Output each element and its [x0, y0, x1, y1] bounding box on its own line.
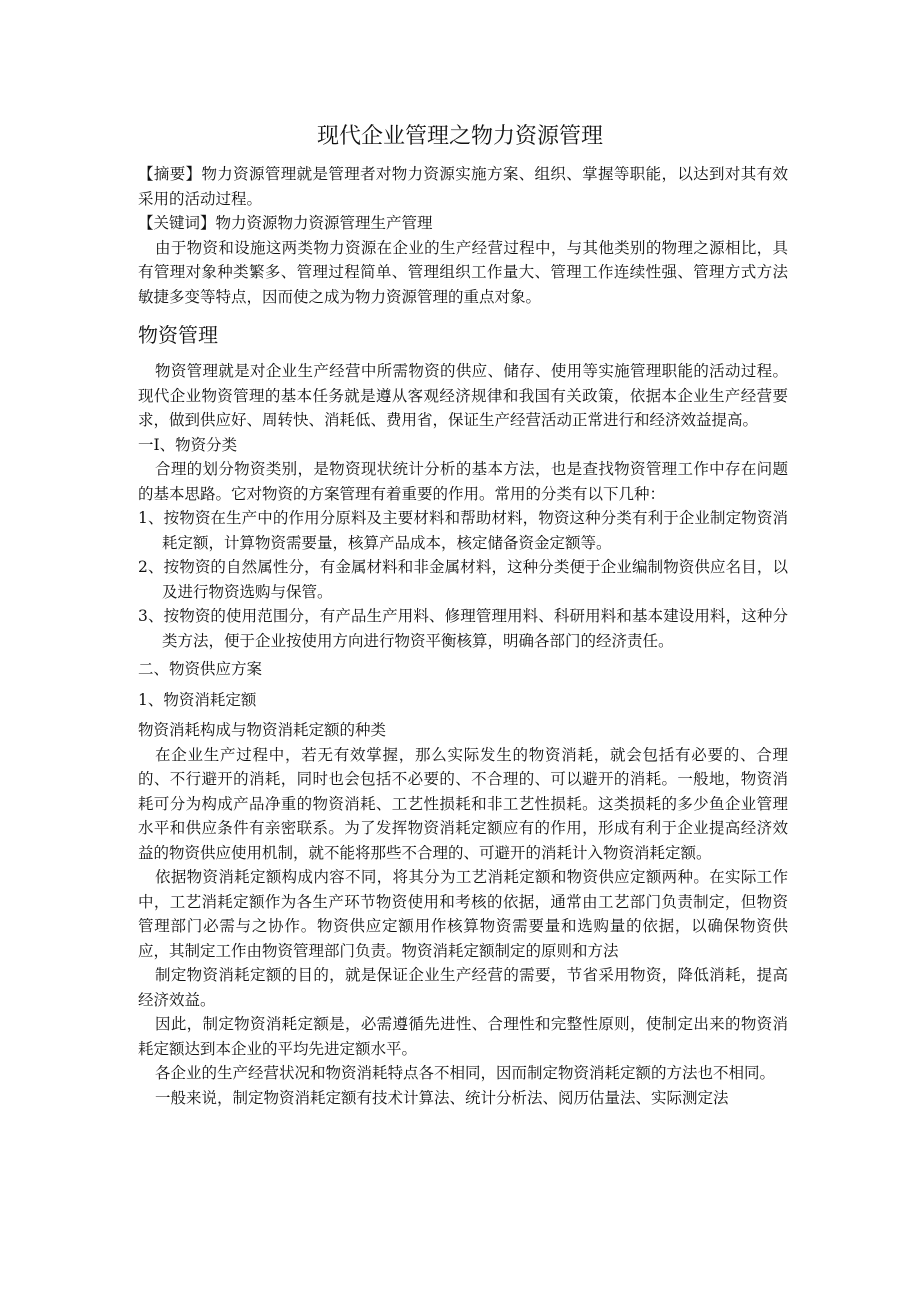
body-paragraph: 依据物资消耗定额构成内容不同，将其分为工艺消耗定额和物资供应定额两种。在实际工作中，工艺消耗定额作为各生产环节物资使用和考核的依据，通常由工艺部门负责制定，但物资管理部门必需与之协作。物资供应定额用作核算物资需要量和选购量的依据，以确保物资供应，其制定工作由物资管理部门负责。物资消耗定额制定的原则和方法 — [138, 868, 788, 960]
list-item: 1、按物资在生产中的作用分原料及主要材料和帮助材料，物资这种分类有利于企业制定物资消耗定额，计算物资需要量，核算产品成本，核定储备资金定额等。 — [138, 509, 788, 552]
abstract-paragraph: 【摘要】物力资源管理就是管理者对物力资源实施方案、组织、掌握等职能，以达到对其有效采用的活动过程。 — [138, 165, 788, 208]
subsection-heading-classification: 一I、物资分类 — [138, 435, 238, 454]
subsection-item-consumption-quota: 1、物资消耗定额 — [138, 690, 257, 709]
body-paragraph: 一般来说，制定物资消耗定额有技术计算法、统计分析法、阅历估量法、实际测定法 — [155, 1088, 729, 1107]
list-item: 3、按物资的使用范围分，有产品生产用料、修理管理用料、科研用料和基本建设用料，这种分类方法，便于企业按使用方向进行物资平衡核算，明确各部门的经济责任。 — [138, 607, 788, 650]
section1-paragraph: 物资管理就是对企业生产经营中所需物资的供应、储存、使用等实施管理职能的活动过程。现代企业物资管理的基本任务就是遵从客观经济规律和我国有关政策，依据本企业生产经营要求，做到供应好、周转快、消耗低、费用省，保证生产经营活动正常进行和经济效益提高。 — [138, 362, 788, 429]
body-paragraph: 制定物资消耗定额的目的，就是保证企业生产经营的需要，节省采用物资，降低消耗，提高经济效益。 — [138, 966, 788, 1009]
body-paragraph: 因此，制定物资消耗定额是，必需遵循先进性、合理性和完整性原则，使制定出来的物资消耗定额达到本企业的平均先进定额水平。 — [138, 1015, 788, 1058]
document-title: 现代企业管理之物力资源管理 — [316, 124, 603, 149]
document-body — [138, 162, 788, 1110]
intro-paragraph: 由于物资和设施这两类物力资源在企业的生产经营过程中，与其他类别的物理之源相比，具有管理对象种类繁多、管理过程简单、管理组织工作量大、管理工作连续性强、管理方式方法敏捷多变等特点，因而使之成为物力资源管理的重点对象。 — [138, 238, 788, 306]
classification-paragraph: 合理的划分物资类别，是物资现状统计分析的基本方法，也是查找物资管理工作中存在问题的基本思路。它对物资的方案管理有着重要的作用。常用的分类有以下几种： — [138, 460, 788, 503]
body-paragraph: 各企业的生产经营状况和物资消耗特点各不相同，因而制定物资消耗定额的方法也不相同。 — [155, 1064, 776, 1082]
list-item: 2、按物资的自然属性分，有金属材料和非金属材料，这种分类便于企业编制物资供应名目，以及进行物资选购与保管。 — [138, 558, 788, 601]
keywords-line: 【关键词】物力资源物力资源管理生产管理 — [138, 214, 433, 232]
body-paragraph: 在企业生产过程中，若无有效掌握，那么实际发生的物资消耗，就会包括有必要的、合理的、不行避开的消耗，同时也会包括不必要的、不合理的、可以避开的消耗。一般地，物资消耗可分为构成产品净重的物资消耗、工艺性损耗和非工艺性损耗。这类损耗的多少鱼企业管理水平和供应条件有亲密联系。为了发挥物资消耗定额应有的作用，形成有利于企业提高经济效益的物资供应使用机制，就不能将那些不合理的、可避开的消耗计入物资消耗定额。 — [138, 745, 788, 862]
subsection-title-quota-types: 物资消耗构成与物资消耗定额的种类 — [138, 721, 387, 739]
subsection-heading-supply-plan: 二、物资供应方案 — [138, 660, 263, 678]
section-heading-material-management: 物资管理 — [138, 323, 218, 347]
